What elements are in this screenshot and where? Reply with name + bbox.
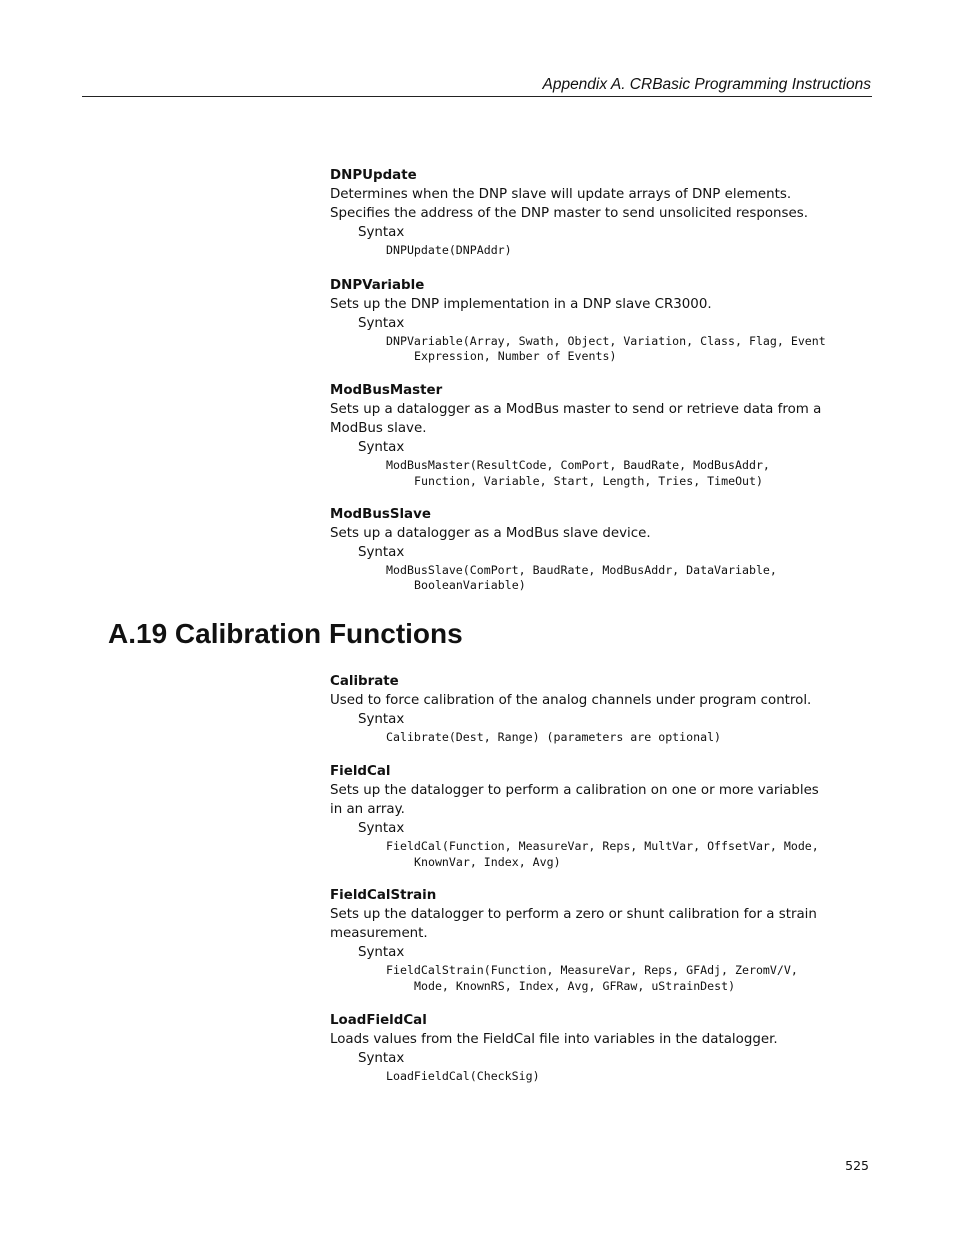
entry-title: FieldCalStrain [330,888,437,903]
syntax-code: DNPVariable(Array, Swath, Object, Variation, Class, Flag, Event Expression, Number of Events) [386,334,826,364]
entry-description: Determines when the DNP slave will update arrays of DNP elements. Specifies the address of the DNP master to send unsolicited responses. [330,187,808,222]
entry-fieldcal [330,762,830,870]
entry-dnpvariable [330,276,830,365]
entry-title: ModBusSlave [330,507,431,522]
entry-title: LoadFieldCal [330,1013,427,1028]
entry-description: Sets up the datalogger to perform a calibration on one or more variables in an array. [330,783,819,818]
entry-description: Sets up the datalogger to perform a zero or shunt calibration for a strain measurement. [330,907,817,942]
entry-description: Sets up a datalogger as a ModBus slave device. [330,526,651,541]
syntax-label: Syntax [358,225,405,241]
syntax-code: FieldCalStrain(Function, MeasureVar, Reps, GFAdj, ZeromV/V, Mode, KnownRS, Index, Avg, GFRaw, uStrainDest) [386,963,798,993]
syntax-label: Syntax [358,821,405,837]
page-number: 525 [845,1158,869,1173]
header-rule [82,96,872,97]
syntax-label: Syntax [358,945,405,961]
syntax-code: Calibrate(Dest, Range) (parameters are optional) [386,730,722,745]
entry-title: Calibrate [330,674,399,689]
entry-modbusmaster [330,381,830,489]
syntax-label: Syntax [358,545,405,561]
entry-title: DNPVariable [330,278,425,293]
syntax-code: ModBusSlave(ComPort, BaudRate, ModBusAddr, DataVariable, BooleanVariable) [386,563,777,593]
entry-description: Used to force calibration of the analog channels under program control. [330,693,812,708]
entry-calibrate [330,672,830,745]
section-heading: A.19 Calibration Functions [108,618,463,649]
syntax-code: ModBusMaster(ResultCode, ComPort, BaudRate, ModBusAddr, Function, Variable, Start, Length, Tries, TimeOut) [386,458,770,488]
syntax-code: LoadFieldCal(CheckSig) [386,1069,540,1084]
syntax-label: Syntax [358,712,405,728]
syntax-label: Syntax [358,1051,405,1067]
entry-dnpupdate [330,166,830,259]
running-header: Appendix A. CRBasic Programming Instructions [542,76,871,93]
entry-title: FieldCal [330,764,391,779]
syntax-code: FieldCal(Function, MeasureVar, Reps, MultVar, OffsetVar, Mode, KnownVar, Index, Avg) [386,839,819,869]
entry-modbusslave [330,505,830,594]
syntax-label: Syntax [358,440,405,456]
entry-fieldcalstrain [330,886,830,994]
entry-description: Sets up a datalogger as a ModBus master to send or retrieve data from a ModBus slave. [330,402,822,437]
syntax-code: DNPUpdate(DNPAddr) [386,243,512,258]
entry-description: Sets up the DNP implementation in a DNP slave CR3000. [330,297,712,312]
entry-title: DNPUpdate [330,168,417,183]
entry-loadfieldcal [330,1011,830,1084]
syntax-label: Syntax [358,316,405,332]
entry-description: Loads values from the FieldCal file into variables in the datalogger. [330,1032,778,1047]
entry-title: ModBusMaster [330,383,443,398]
